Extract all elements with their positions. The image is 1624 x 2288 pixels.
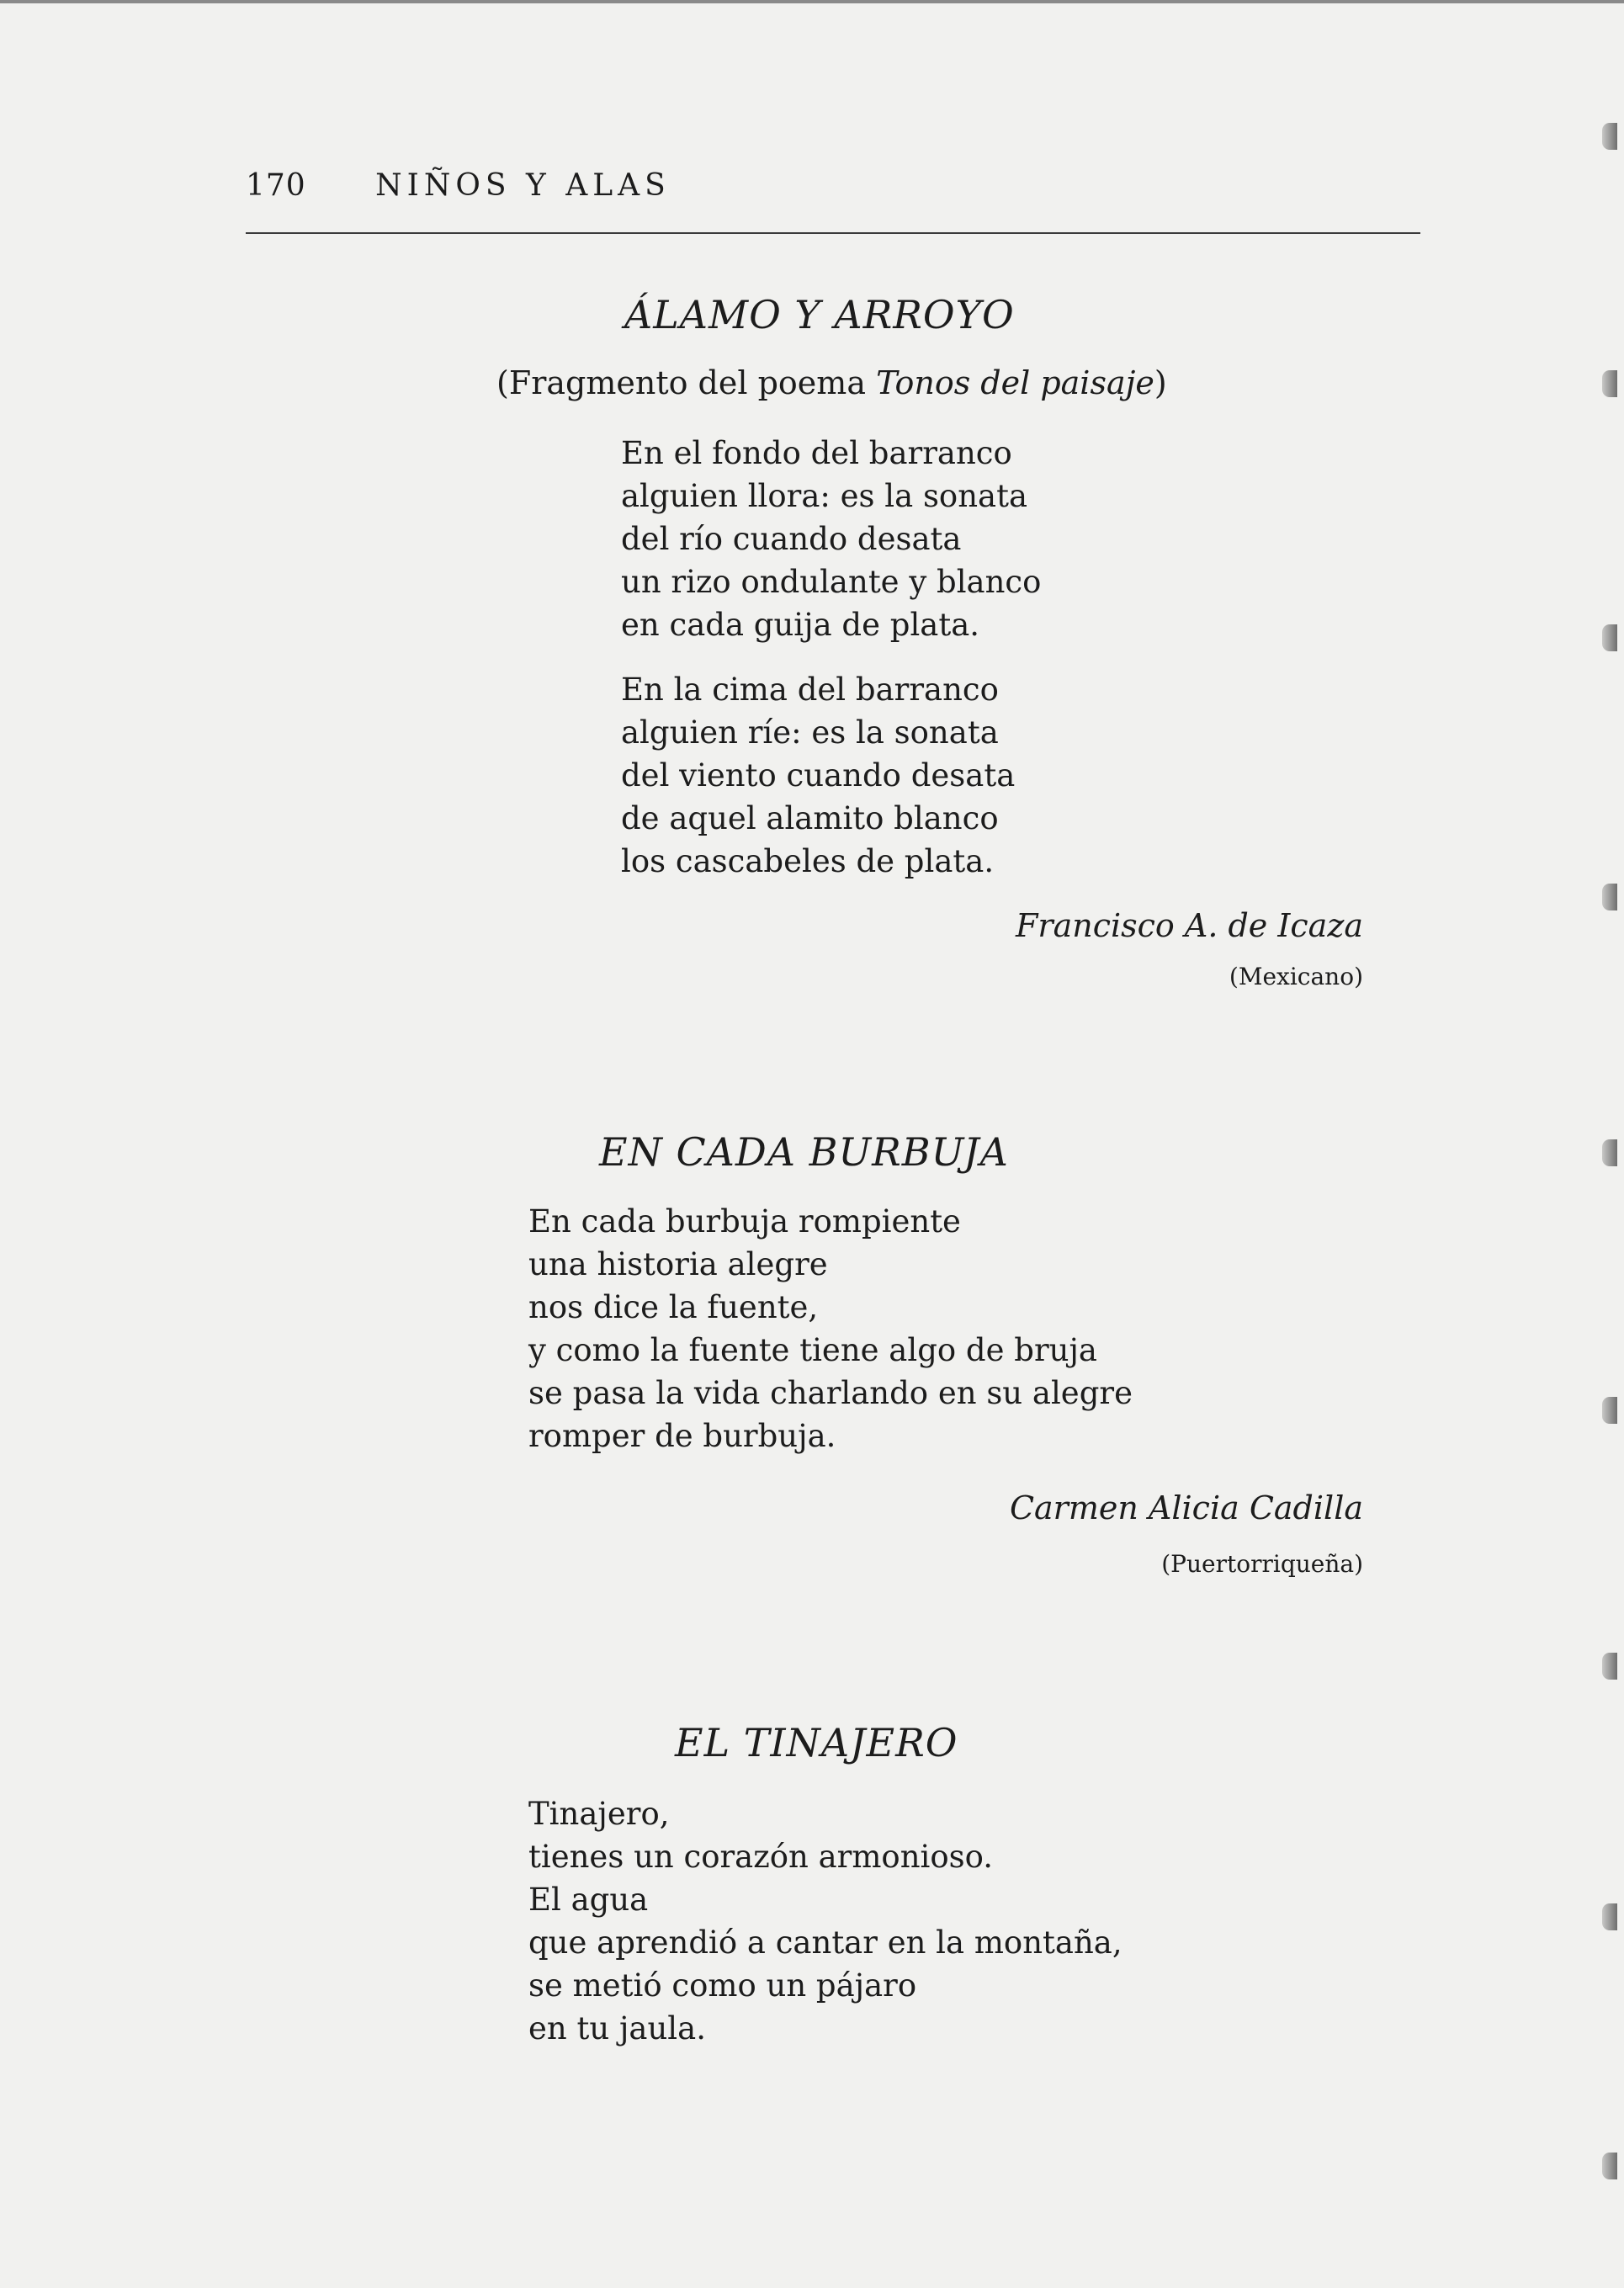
verse-line: que aprendió a cantar en la montaña, (528, 1924, 1122, 1961)
verse-line: En el fondo del barranco (621, 435, 1012, 471)
verse-line: se metió como un pájaro (528, 1967, 917, 2004)
verse-line: se pasa la vida charlando en su alegre (528, 1375, 1133, 1411)
page-number: 170 (246, 168, 306, 203)
poem-subtitle (496, 364, 1167, 401)
verse-line: los cascabeles de plata. (621, 843, 995, 879)
binder-punch-mark (1602, 1903, 1617, 1930)
verse-line: En cada burbuja rompiente (528, 1203, 961, 1240)
verse-line: y como la fuente tiene algo de bruja (528, 1332, 1097, 1368)
author-nationality: (Puertorriqueña) (1161, 1550, 1363, 1578)
verse-line: alguien ríe: es la sonata (621, 714, 999, 751)
poem-title-en-cada-burbuja: EN CADA BURBUJA (599, 1129, 1009, 1175)
poem-title-el-tinajero: EL TINAJERO (675, 1720, 958, 1765)
stanza-2 (621, 668, 1015, 883)
binder-punch-mark (1602, 624, 1617, 651)
binder-punch-mark (1602, 884, 1617, 910)
page-top-edge (0, 0, 1624, 3)
binder-punch-mark (1602, 123, 1617, 150)
running-title: NIÑOS Y ALAS (375, 168, 671, 203)
verse-line: tienes un corazón armonioso. (528, 1839, 994, 1875)
binder-punch-mark (1602, 370, 1617, 397)
stanza-1 (528, 1200, 1133, 1457)
subtitle-close: ) (1154, 364, 1167, 401)
verse-line: Tinajero, (528, 1796, 670, 1832)
subtitle-open: (Fragmento del poema (496, 364, 877, 401)
verse-line: de aquel alamito blanco (621, 800, 999, 836)
stanza-1 (528, 1792, 1122, 2050)
header-rule (246, 232, 1420, 234)
poem-author: Francisco A. de Icaza (1016, 907, 1363, 944)
verse-line: En la cima del barranco (621, 672, 999, 708)
running-header (246, 168, 671, 203)
binder-punch-mark (1602, 1139, 1617, 1166)
author-nationality: (Mexicano) (1229, 963, 1363, 990)
binder-punch-mark (1602, 2153, 1617, 2179)
binder-punch-mark (1602, 1397, 1617, 1424)
verse-line: en cada guija de plata. (621, 607, 980, 643)
poem-title-alamo-y-arroyo: ÁLAMO Y ARROYO (624, 292, 1015, 337)
verse-line: del viento cuando desata (621, 757, 1016, 794)
verse-line: alguien llora: es la sonata (621, 478, 1028, 514)
stanza-1 (621, 432, 1041, 646)
verse-line: en tu jaula. (528, 2010, 706, 2046)
verse-line: del río cuando desata (621, 521, 962, 557)
verse-line: El agua (528, 1882, 649, 1918)
verse-line: un rizo ondulante y blanco (621, 564, 1042, 600)
binder-punch-mark (1602, 1653, 1617, 1680)
subtitle-source-title: Tonos del paisaje (876, 364, 1154, 401)
verse-line: nos dice la fuente, (528, 1289, 819, 1325)
verse-line: romper de burbuja. (528, 1418, 836, 1454)
poem-author: Carmen Alicia Cadilla (1009, 1489, 1363, 1526)
verse-line: una historia alegre (528, 1246, 828, 1282)
